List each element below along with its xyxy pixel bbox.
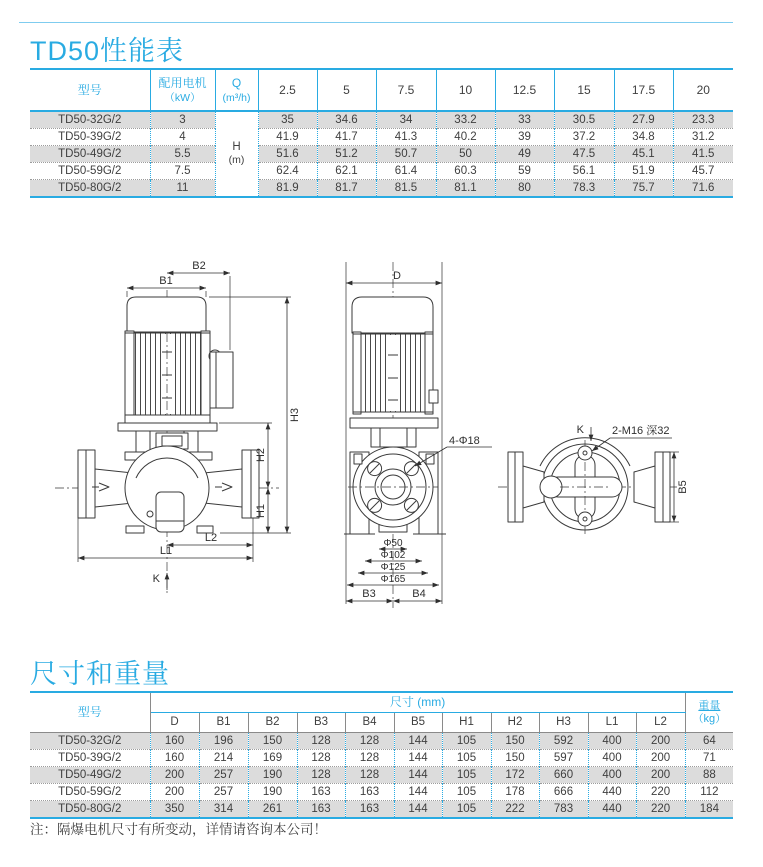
model-cell: TD50-39G/2 [30,129,150,146]
table-row [30,163,733,180]
header-motor [150,69,215,111]
dim-label-h3: H3 [289,407,301,423]
dim-value: 150 [248,733,297,750]
dim-value: 128 [297,733,345,750]
head-value: 23.3 [692,114,715,126]
head-value: 81.9 [258,180,317,198]
header-dim: B1 [199,713,248,733]
header-flow [215,69,258,111]
head-value: 80 [495,180,554,198]
model-cell: TD50-32G/2 [30,111,150,129]
dim-value: 400 [588,767,636,784]
head-value: 59 [495,163,554,180]
dim-value: 220 [636,784,685,801]
model-cell: TD50-39G/2 [30,750,150,767]
dim-value: 105 [442,784,491,801]
header-flow-value: 15 [554,69,614,111]
head-value: 30.5 [554,111,614,129]
header-model: 型号 [30,69,150,111]
head-value: 39 [495,129,554,146]
dim-value: 257 [199,784,248,801]
dim-label-h1: H1 [255,503,267,519]
head-value: 34 [376,111,436,129]
table-row [30,146,733,163]
model-cell: TD50-59G/2 [30,163,150,180]
dim-label-phi165: Φ165 [380,574,406,585]
head-value: 81.7 [317,180,376,198]
header-dim: H1 [442,713,491,733]
dimensions-title: 尺寸和重量 [30,659,170,689]
power-cell: 4 [150,129,215,146]
top-divider [19,22,733,23]
table-row [30,801,733,819]
header-dim: D [150,713,199,733]
dim-value: 144 [394,801,442,819]
head-value: 81.1 [436,180,495,198]
head-value: 47.5 [554,146,614,163]
dim-value: 144 [394,750,442,767]
header-dim: L1 [588,713,636,733]
head-value: 45.7 [673,163,733,180]
model-cell: TD50-49G/2 [30,146,150,163]
performance-header-row [30,69,733,111]
dim-value: 314 [199,801,248,819]
dim-value: 440 [588,784,636,801]
dimensions-table [30,691,733,819]
weight-value: 64 [702,735,716,747]
header-dim: B2 [248,713,297,733]
dim-value: 128 [297,750,345,767]
dim-label-d: D [393,270,401,282]
dim-value: 128 [345,767,394,784]
head-value: 33.2 [436,111,495,129]
dim-value: 196 [199,733,248,750]
dim-value: 400 [588,750,636,767]
dim-value: 440 [588,801,636,819]
table-row [30,129,733,146]
dim-label-b4: B4 [412,588,426,600]
dim-label-b1: B1 [159,275,173,287]
head-value: 34.6 [317,111,376,129]
model-cell: TD50-80G/2 [30,180,150,198]
table-row [30,784,733,801]
head-unit-cell [215,111,258,197]
head-value: 71.6 [673,180,733,198]
header-flow-line1: Q [231,75,242,90]
head-value: 41.7 [317,129,376,146]
header-flow-value: 10 [436,69,495,111]
dim-value: 660 [539,767,588,784]
table-row [30,750,733,767]
head-value: 51.6 [258,146,317,163]
dim-value: 144 [394,733,442,750]
head-value: 41.5 [673,146,733,163]
dim-value: 190 [248,767,297,784]
dim-label-l1: L1 [159,545,173,557]
head-value: 50 [436,146,495,163]
dim-label-b2: B2 [192,260,206,272]
head-value: 62.4 [258,163,317,180]
dim-value: 128 [297,767,345,784]
header-flow-value: 7.5 [376,69,436,111]
power-cell: 5.5 [150,146,215,163]
power-cell: 11 [150,180,215,198]
dimensions-header-row [30,692,733,713]
dim-value: 200 [636,733,685,750]
head-value: 75.7 [614,180,673,198]
head-value: 33 [495,111,554,129]
thread-note: 2-M16 深32 [612,425,670,437]
header-dim: B5 [394,713,442,733]
dim-value: 200 [150,767,199,784]
header-motor-line2: （kW） [164,91,201,104]
header-flow-value: 2.5 [258,69,317,111]
dim-value: 105 [442,733,491,750]
dim-value: 169 [248,750,297,767]
header-flow-value: 5 [317,69,376,111]
dim-value: 172 [491,767,539,784]
header-size-group: 尺寸 (mm) [150,692,685,713]
head-value: 50.7 [376,146,436,163]
front-view-drawing [55,260,301,596]
dim-value: 178 [491,784,539,801]
header-weight-line2: （kg） [692,712,727,725]
header-motor-line1: 配用电机 [158,75,207,90]
head-value: 62.1 [317,163,376,180]
head-value: 31.2 [673,129,733,146]
head-value: 27.9 [614,111,673,129]
head-value: 60.3 [436,163,495,180]
side-view-drawing [344,262,492,608]
dim-value: 105 [442,767,491,784]
dim-value: 163 [297,801,345,819]
table-row [30,767,733,784]
dim-value: 257 [199,767,248,784]
dim-value: 350 [150,801,199,819]
table-row [30,733,733,750]
weight-value: 184 [685,801,733,819]
head-value: 45.1 [614,146,673,163]
dim-label-phi102: Φ102 [380,550,406,561]
performance-title: TD50性能表 [30,36,185,66]
dim-value: 128 [345,750,394,767]
header-flow-value: 20 [673,69,733,111]
head-value: 41.3 [376,129,436,146]
dim-value: 144 [394,767,442,784]
dim-value: 400 [588,733,636,750]
head-value: 37.2 [554,129,614,146]
header-model: 型号 [30,692,150,733]
dim-value: 200 [150,784,199,801]
weight-value: 71 [685,750,733,767]
dim-label-b3: B3 [362,588,376,600]
dim-label-phi125: Φ125 [380,562,406,573]
table-row [30,111,733,129]
weight-value: 112 [685,784,733,801]
dim-value: 144 [394,784,442,801]
power-cell: 3 [150,111,215,129]
header-dim: L2 [636,713,685,733]
dim-label-l2: L2 [204,532,218,544]
dim-value: 220 [636,801,685,819]
model-cell: TD50-32G/2 [30,733,150,750]
header-weight [685,692,733,733]
bolt-hole-note: 4-Φ18 [449,435,480,447]
header-flow-value: 17.5 [614,69,673,111]
weight-value: 88 [685,767,733,784]
model-cell: TD50-59G/2 [30,784,150,801]
dim-value: 190 [248,784,297,801]
table-row [30,180,733,198]
dim-value: 783 [539,801,588,819]
view-label-k: K [152,573,160,585]
head-symbol: H [232,140,241,153]
header-dim: B4 [345,713,394,733]
head-value: 78.3 [554,180,614,198]
model-cell: TD50-49G/2 [30,767,150,784]
dim-value: 163 [345,801,394,819]
dim-value: 160 [150,750,199,767]
dim-value: 160 [150,733,199,750]
dim-label-h2: H2 [255,447,267,463]
head-value: 34.8 [614,129,673,146]
dim-value: 222 [491,801,539,819]
head-value: 49 [495,146,554,163]
power-cell: 7.5 [150,163,215,180]
dim-label-b5: B5 [677,480,689,494]
header-dim: H2 [491,713,539,733]
dim-value: 163 [345,784,394,801]
dim-label-phi50: Φ50 [383,538,403,549]
header-flow-line2: (m³/h) [222,91,251,104]
dim-value: 128 [345,733,394,750]
dim-value: 592 [539,733,588,750]
head-value: 56.1 [554,163,614,180]
performance-table [30,68,733,198]
head-value: 61.4 [376,163,436,180]
dim-value: 105 [442,801,491,819]
footnote: 注：隔爆电机尺寸有所变动，详情请咨询本公司！ [30,822,327,837]
dim-value: 150 [491,750,539,767]
dim-value: 163 [297,784,345,801]
head-value: 81.5 [376,180,436,198]
dim-value: 261 [248,801,297,819]
header-weight-line1: 重量 [698,700,721,713]
dim-value: 214 [199,750,248,767]
top-view-drawing [498,424,689,534]
pump-technical-drawing [0,250,763,620]
dim-value: 200 [636,750,685,767]
view-label-k: K [576,424,584,436]
head-value: 51.2 [317,146,376,163]
model-cell: TD50-80G/2 [30,801,150,819]
head-unit: (m) [228,154,245,166]
header-dim: B3 [297,713,345,733]
head-value: 51.9 [614,163,673,180]
head-value: 40.2 [436,129,495,146]
dim-value: 105 [442,750,491,767]
header-flow-value: 12.5 [495,69,554,111]
head-value: 35 [258,111,317,129]
header-dim: H3 [539,713,588,733]
dim-value: 666 [539,784,588,801]
dim-value: 150 [491,733,539,750]
dim-value: 200 [636,767,685,784]
dim-value: 597 [539,750,588,767]
head-value: 41.9 [258,129,317,146]
